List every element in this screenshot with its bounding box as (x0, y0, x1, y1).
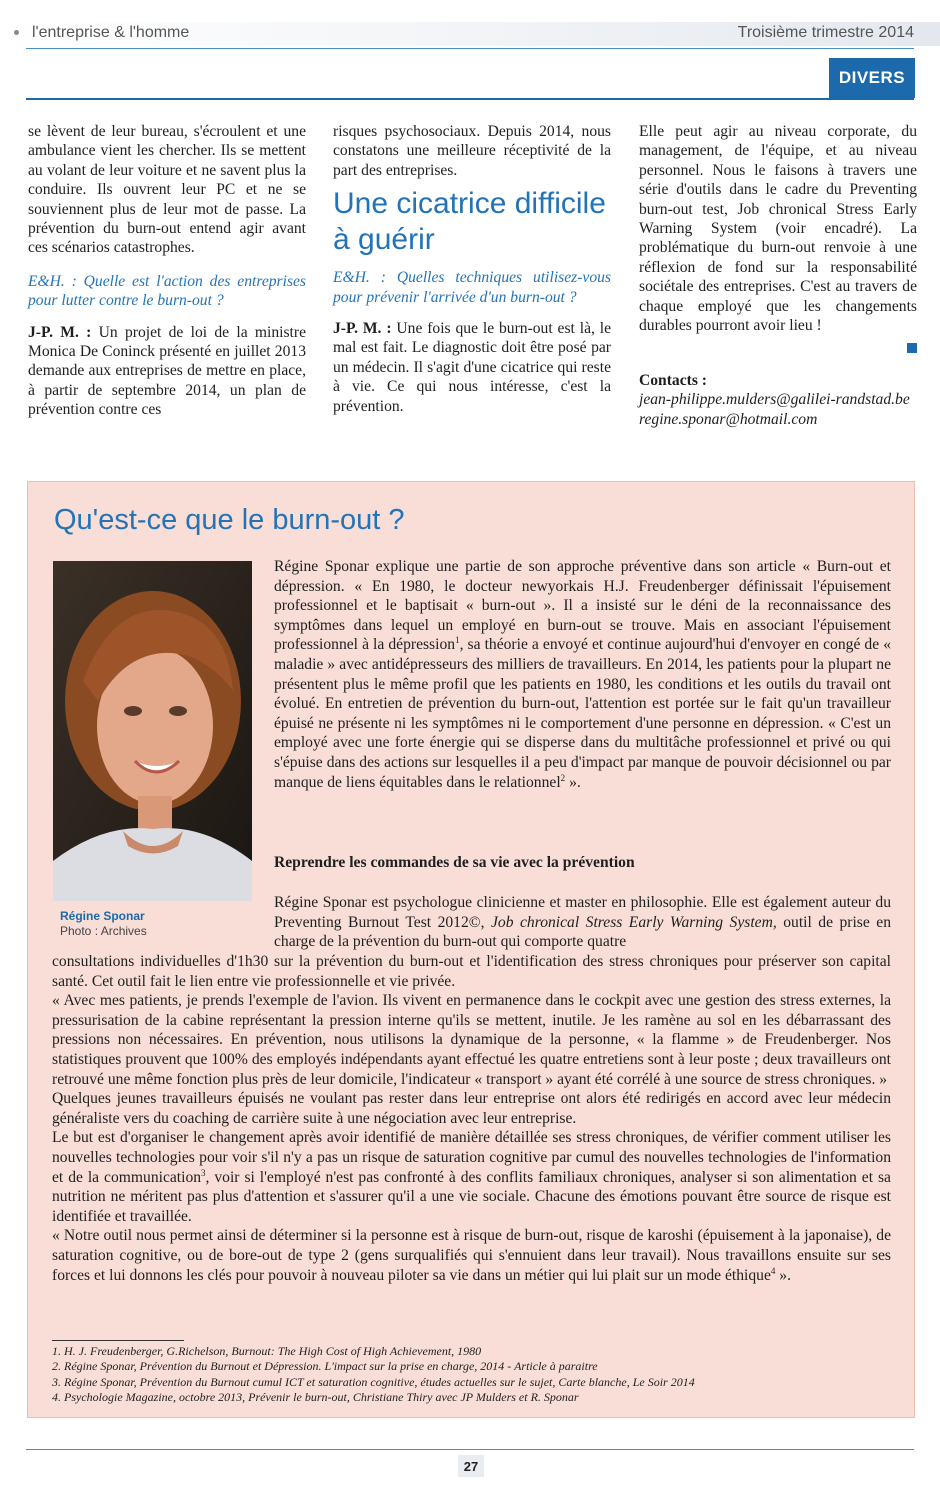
portrait-photo (53, 561, 252, 901)
text-run: outil de prise en charge de la prévention du burn-out qui comporte quatre (274, 913, 891, 951)
paragraph: risques psychosociaux. Depuis 2014, nous constatons une meilleure réceptivité de la part des entreprises. (333, 123, 611, 179)
end-square-icon (907, 343, 917, 353)
column-3 (639, 122, 917, 429)
box-intro (274, 557, 891, 792)
page-number: 27 (458, 1455, 484, 1477)
footnote: 3. Régine Sponar, Prévention du Burnout cumul ICT et saturation cognitive, études actuelles sur le sujet, Carte blanche, Le Soir 2014 (52, 1374, 695, 1389)
contact-email[interactable]: regine.sponar@hotmail.com (639, 410, 818, 428)
product-name: Job chronical Stress Early Warning System, (491, 913, 777, 931)
section-heading: Une cicatrice difficile à guérir (333, 187, 606, 257)
footnote-ref: 4 (770, 1265, 776, 1276)
header-rule (26, 48, 914, 49)
contact-email[interactable]: jean-philippe.mulders@galilei-randstad.be (639, 391, 910, 409)
portrait-illustration (53, 561, 252, 901)
footnote-ref: 2 (560, 772, 566, 783)
issue-label: Troisième trimestre 2014 (737, 24, 914, 41)
paragraph: « Avec mes patients, je prends l'exemple de l'avion. Ils vivent en permanence dans le cockpit avec une gestion des stress externes, la pressurisation de la cabine représentant la pression interne qu'ils se mettent, inutile. Je les ramène au sol en les débarrassant des pressions non nécessaires. En prévention, nous utilisons la dynamique de la personne, « la flamme » de Freudenberger. Nos statistiques prouvent que 100% des employés indépendants ayant effectué les quatre entretiens sont à leur poste ; deux travailleurs ont retrouvé une même fonction plus près de leur domicile, l'indicateur « transport » ayant été corrélé à une source de stress chroniques. » (52, 992, 891, 1088)
paragraph (274, 893, 891, 952)
footnote: 2. Régine Sponar, Prévention du Burnout et Dépression. L'impact sur la prise en charge, 2014 - Article à paraitre (52, 1359, 598, 1374)
caption-credit: Photo : Archives (60, 924, 147, 938)
footer-rule (26, 1449, 914, 1450)
paragraph: consultations individuelles d'1h30 sur la prévention du burn-out et l'identification des stress chroniques pour préserver son capital santé. Cet outil fait le lien entre vie professionnelle et vie privée. (52, 953, 891, 990)
text-run: Régine Sponar explique une partie de son approche préventive dans son article « Burn-out et dépression. « En 1980, le docteur newyorkais H.J. Freudenberger définissait l'épuisement professionnel et le baptisait « burn-out ». Il a insisté sur le déni de la reconnaissance des symptômes dans lequel un employé en burn-out se trouve. Mais en associant l'épuisement professionnel à la dépression (274, 558, 891, 654)
footnote: 4. Psychologie Magazine, octobre 2013, Prévenir le burn-out, Christiane Thiry avec JP Mulders et R. Sponar (52, 1389, 579, 1404)
box-subheading: Reprendre les commandes de sa vie avec la prévention (274, 854, 635, 871)
interview-answer (333, 319, 611, 416)
footnote-ref: 3 (201, 1167, 206, 1178)
interview-answer (28, 323, 306, 420)
paragraph: Quelques jeunes travailleurs épuisés ne voulant pas rester dans leur entreprise ont alors été redirigés en accord avec leur médecin généraliste vers du coaching de carrière suite à une négociation avec leur entreprise. (52, 1090, 891, 1127)
section-tab: DIVERS (829, 58, 915, 98)
column-2 (333, 122, 611, 416)
column-1 (28, 122, 306, 420)
paragraph: Elle peut agir au niveau corporate, du management, de l'équipe, et au niveau personnel. Nous le faisons à travers une série d'outils dans le cadre du Preventing burn-out test, Job chronical Stress Early Warning System (voir encadré). La problématique du burn-out renvoie à une réflexion de fond sur la responsabilité sociétale des entreprises. C'est au travers de chaque employé que les changements durables pourront avoir lieu ! (639, 123, 917, 335)
text-run: Régine Sponar est psychologue clinicienne et master en philosophie. Elle est également auteur du Preventing Burnout Test 2012©, (274, 894, 891, 931)
interview-question: E&H. : Quelles techniques utilisez-vous pour prévenir l'arrivée d'un burn-out ? (333, 269, 611, 306)
header-bullet (14, 30, 19, 35)
caption-name: Régine Sponar (60, 909, 145, 923)
footnote-rule (52, 1340, 184, 1341)
footnote: 1. H. J. Freudenberger, G.Richelson, Burnout: The High Cost of High Achievement, 1980 (52, 1344, 482, 1358)
box-bio (274, 893, 891, 952)
text-run: , voir si l'employé n'est pas confronté à des conflits familiaux chroniques, analyser si son alimentation et sa nutrition ne méritent pas plus d'attention et s'assurer qu'il a une vie sociale. Chacune des émotions pouvant être source de risque est identifiée et travaillée. (52, 1168, 891, 1225)
text-run: « Notre outil nous permet ainsi de déterminer si la personne est à risque de burn-out, risque de karoshi (épuisement à la japonaise), de saturation cognitive, ou de bore-out de type 2 (gens surqualifiés qui s'ennuient dans leur travail). Nous travaillons ensuite sur ses forces et lui donnons les clés pour pouvoir à nouveau piloter sa vie dans un métier qui lui plait sur un mode éthique (52, 1227, 891, 1284)
text-run: ». (565, 773, 581, 791)
contacts-title: Contacts : (639, 371, 707, 389)
answer-text: Un projet de loi de la ministre Monica De Coninck présenté en juillet 2013 demande aux entreprises de mettre en place, à partir de septembre 2014, un plan de prévention contre ces (28, 323, 306, 419)
speaker-label: J-P. M. : (333, 320, 392, 338)
box-body (52, 952, 891, 1285)
end-mark (639, 339, 917, 358)
answer-text: Une fois que le burn-out est là, le mal est fait. Le diagnostic doit être posé par un médecin. Il s'agit d'une cicatrice qui reste à vie. Ce qui nous intéresse, c'est la prévention. (333, 320, 612, 415)
text-run: ». (775, 1266, 791, 1284)
footnote-ref: 1 (455, 635, 460, 646)
interview-question: E&H. : Quelle est l'action des entreprises pour lutter contre le burn-out ? (28, 272, 306, 310)
paragraph (274, 557, 891, 792)
publication-name: l'entreprise & l'homme (32, 24, 190, 41)
section-rule (26, 98, 914, 100)
paragraph (52, 1128, 891, 1226)
paragraph: se lèvent de leur bureau, s'écroulent et une ambulance vient les chercher. Ils se mettent au volant de leur voiture et ne savent plus la conduire. Ils ouvrent leur PC et ne se souviennent plus de leur mot de passe. La prévention du burn-out entend agir avant ces scénarios catastrophes. (28, 123, 306, 257)
speaker-label: J-P. M. : (28, 323, 92, 341)
box-title: Qu'est-ce que le burn-out ? (54, 504, 405, 536)
footnotes (52, 1344, 902, 1405)
text-run: Le but est d'organiser le changement après avoir identifié de manière détaillée ses stress chroniques, de vérifier comment utiliser les nouvelles technologies pour voir s'il n'y a pas un risque de saturation cognitive par cumul des nouvelles technologies de l'information et de la communication (52, 1129, 891, 1186)
text-run: , sa théorie a envoyé et continue aujourd'hui d'envoyer en congé de « maladie » avec antidépresseurs des milliers de travailleurs. En 2014, les patients pour la plupart ne présentent plus le même profil que les patients en 1980, les conditions et les outils du travail ont évolué. En entretien de prévention du burn-out, l'attention est portée sur le fait qu'un travailleur épuisé ne présente ni les symptômes ni le comportement d'une personne en dépression. « C'est un employé avec une forte énergie qui se disperse dans du multitâche professionnel et privé ou qui s'épuise dans des actions sur lesquelles il a peu d'impact par manque de pouvoir décisionnel ou par manque de liens équitables dans le relationnel (274, 636, 892, 791)
paragraph (52, 1226, 891, 1285)
